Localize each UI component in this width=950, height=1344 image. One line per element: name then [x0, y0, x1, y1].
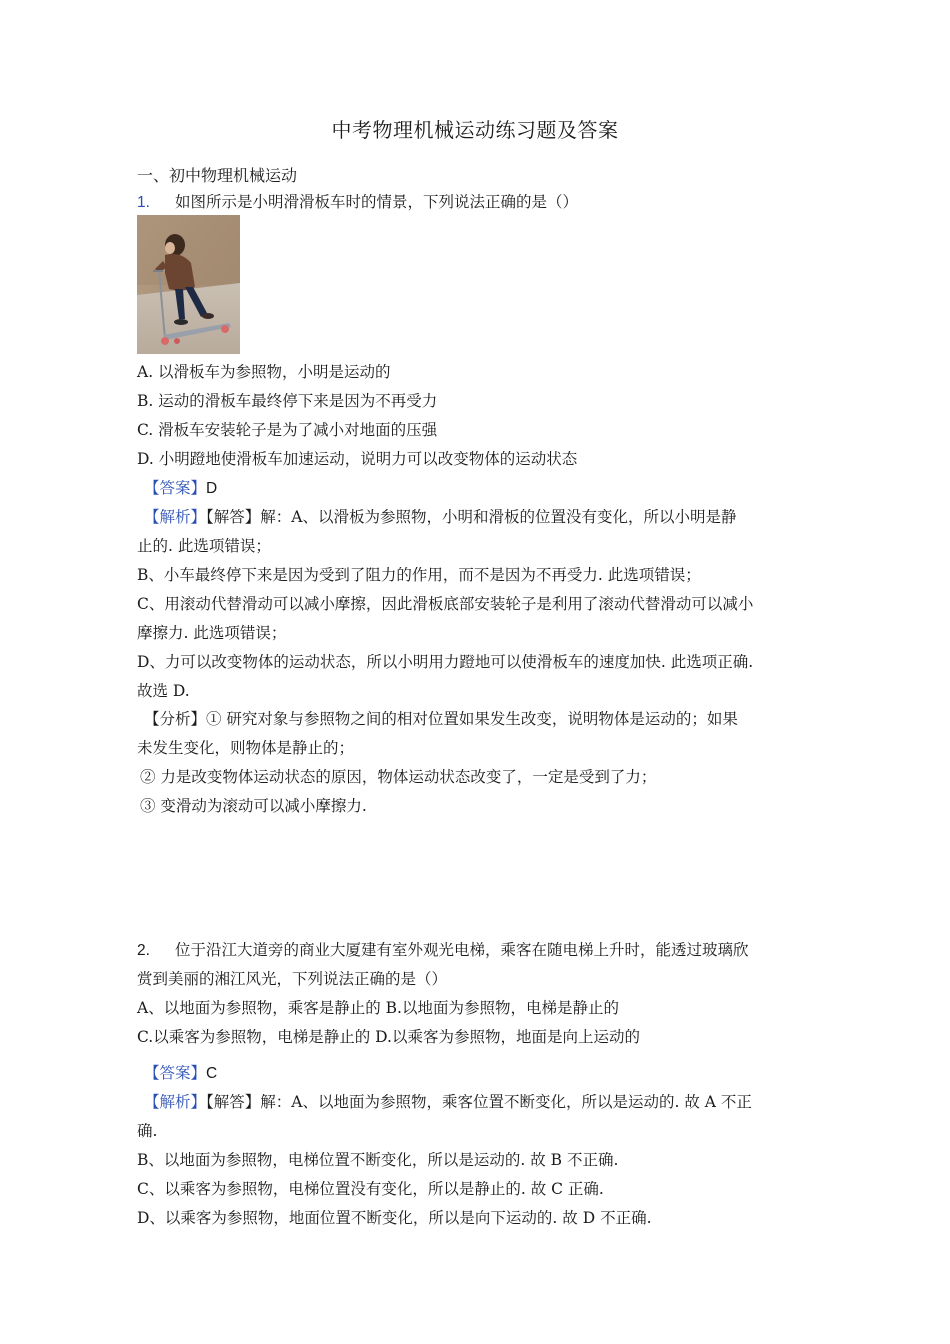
question-1-option-a: A. 以滑板车为参照物，小明是运动的 — [137, 363, 391, 381]
question-1-option-c: C. 滑板车安装轮子是为了减小对地面的压强 — [137, 421, 438, 439]
question-1-stem-line — [137, 192, 578, 213]
question-2-analysis-line-1 — [144, 1092, 752, 1112]
analysis-tag: 【解析】 — [144, 1093, 207, 1111]
question-1-fenxi-line-4: ③ 变滑动为滚动可以减小摩擦力. — [140, 797, 367, 815]
boy-on-scooter-photo — [137, 215, 240, 354]
question-2-analysis-line-2: 确. — [137, 1122, 158, 1140]
question-1-fenxi-line-1: 【分析】① 研究对象与参照物之间的相对位置如果发生改变，说明物体是运动的；如果 — [144, 710, 738, 728]
question-1-fenxi-line-2: 未发生变化，则物体是静止的； — [137, 739, 355, 757]
analysis-tag: 【解析】 — [144, 508, 207, 526]
question-2-analysis-line-3: B、以地面为参照物，电梯位置不断变化，所以是运动的. 故 B 不正确. — [137, 1151, 619, 1169]
question-1-stem: 如图所示是小明滑滑板车时的情景，下列说法正确的是（） — [175, 193, 579, 211]
question-1-analysis-line-6: D、力可以改变物体的运动状态，所以小明用力蹬地可以使滑板车的速度加快. 此选项正确. — [137, 653, 754, 671]
question-1-option-d: D. 小明蹬地使滑板车加速运动，说明力可以改变物体的运动状态 — [137, 450, 578, 468]
question-2-stem-1: 位于沿江大道旁的商业大厦建有室外观光电梯，乘客在随电梯上升时，能透过玻璃欣 — [175, 941, 749, 959]
question-2-answer: C — [206, 1065, 218, 1082]
question-1-fenxi-line-3: ② 力是改变物体运动状态的原因，物体运动状态改变了，一定是受到了力； — [140, 768, 657, 786]
question-2-options-line-1: A、以地面为参照物，乘客是静止的 B.以地面为参照物，电梯是静止的 — [137, 999, 619, 1017]
answer-tag: 【答案】 — [144, 1064, 207, 1082]
question-1-answer-line — [144, 478, 217, 499]
question-2-analysis-line-4: C、以乘客为参照物，电梯位置没有变化，所以是静止的. 故 C 正确. — [137, 1180, 604, 1198]
question-1-analysis-line-7: 故选 D. — [137, 682, 190, 700]
question-1-number: 1. — [137, 194, 150, 211]
question-1-analysis-line-3: B、小车最终停下来是因为受到了阻力的作用，而不是因为不再受力. 此选项错误； — [137, 566, 701, 584]
question-2-options-line-2: C.以乘客为参照物，电梯是静止的 D.以乘客为参照物，地面是向上运动的 — [137, 1028, 640, 1046]
section-heading: 一、初中物理机械运动 — [137, 166, 298, 185]
question-2-stem-line-1 — [137, 940, 749, 961]
question-2-stem-line-2: 赏到美丽的湘江风光，下列说法正确的是（） — [137, 970, 448, 988]
question-2-number: 2. — [137, 942, 150, 959]
question-2-analysis-text-1: 【解答】解：A、以地面为参照物，乘客位置不断变化，所以是运动的. 故 A 不正 — [206, 1093, 752, 1111]
question-1-option-b: B. 运动的滑板车最终停下来是因为不再受力 — [137, 392, 438, 410]
answer-tag: 【答案】 — [144, 479, 207, 497]
question-1-answer: D — [206, 480, 218, 497]
question-2-answer-line — [144, 1063, 217, 1084]
question-1-analysis-line-4: C、用滚动代替滑动可以减小摩擦，因此滑板底部安装轮子是利用了滚动代替滑动可以减小 — [137, 595, 754, 613]
question-1-analysis-line-2: 止的. 此选项错误； — [137, 537, 271, 555]
question-1-analysis-line-1 — [144, 507, 736, 527]
question-1-analysis-text-1: 【解答】解：A、以滑板为参照物，小明和滑板的位置没有变化，所以小明是静 — [206, 508, 737, 526]
page-title: 中考物理机械运动练习题及答案 — [331, 118, 619, 142]
question-1-analysis-line-5: 摩擦力. 此选项错误； — [137, 624, 287, 642]
question-2-analysis-line-5: D、以乘客为参照物，地面位置不断变化，所以是向下运动的. 故 D 不正确. — [137, 1209, 652, 1227]
